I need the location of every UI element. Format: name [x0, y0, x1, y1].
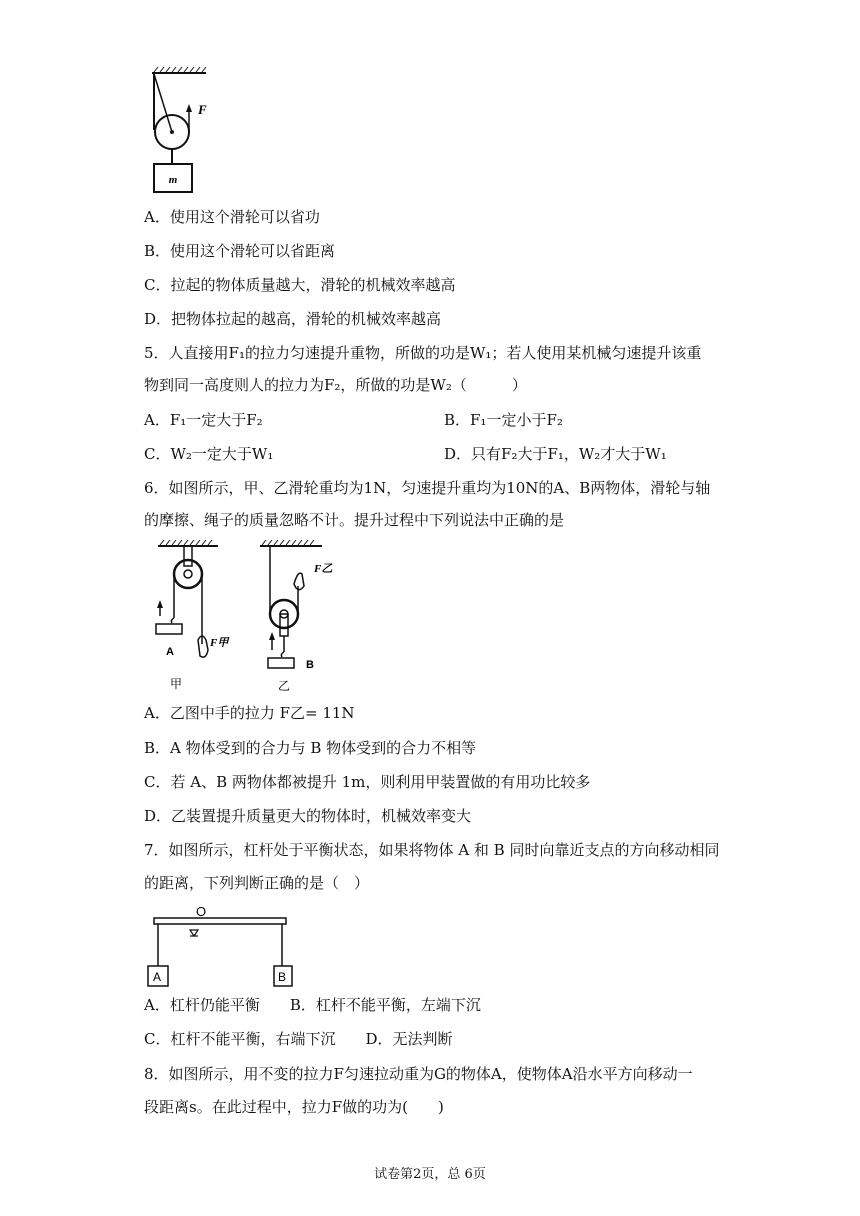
q6-option-c: C．若 A、B 两物体都被提升 1m，则利用甲装置做的有用功比较多 — [144, 773, 591, 791]
pulleys-jia-yi-figure — [150, 540, 340, 700]
page-footer: 试卷第2页，总 6页 — [374, 1167, 486, 1182]
jia-label: 甲 — [170, 677, 183, 691]
force-f-label: F — [198, 102, 207, 117]
q5-option-d: D．只有F₂大于F₁，W₂才大于W₁ — [444, 445, 667, 463]
lever-figure — [144, 902, 298, 988]
q5-option-b: B．F₁一定小于F₂ — [444, 411, 563, 429]
lever-b-label: B — [278, 970, 287, 984]
f-yi-label: F乙 — [314, 563, 333, 575]
q7-options-row2: C．杠杆不能平衡，右端下沉 D．无法判断 — [144, 1030, 453, 1048]
q6-stem-line2: 的摩擦、绳子的质量忽略不计。提升过程中下列说法中正确的是 — [144, 511, 565, 529]
fulcrum-o-label: O — [196, 904, 207, 919]
lever-a-label: A — [153, 970, 162, 984]
fixed-pulley-figure — [140, 66, 220, 196]
q7-stem-line1: 7．如图所示，杠杆处于平衡状态，如果将物体 A 和 B 同时向靠近支点的方向移动相同 — [144, 841, 720, 859]
q4-option-c: C．拉起的物体质量越大，滑轮的机械效率越高 — [144, 276, 456, 294]
q7-options-row1: A．杠杆仍能平衡 B．杠杆不能平衡，左端下沉 — [144, 996, 481, 1014]
q4-option-d: D．把物体拉起的越高，滑轮的机械效率越高 — [144, 310, 442, 328]
q6-option-d: D．乙装置提升质量更大的物体时，机械效率变大 — [144, 807, 472, 825]
q4-option-b: B．使用这个滑轮可以省距离 — [144, 242, 336, 260]
q5-stem-line1: 5．人直接用F₁的拉力匀速提升重物，所做的功是W₁；若人使用某机械匀速提升该重 — [144, 344, 702, 362]
f-jia-label: F甲 — [210, 637, 229, 649]
mass-m-label: m — [168, 174, 178, 186]
q6-stem-line1: 6．如图所示，甲、乙滑轮重均为1N，匀速提升重均为10N的A、B两物体，滑轮与轴 — [144, 479, 711, 497]
q8-stem-line2: 段距离s。在此过程中，拉力F做的功为( ) — [144, 1098, 444, 1116]
q7-stem-line2: 的距离，下列判断正确的是（ ） — [144, 874, 370, 892]
q6-option-b: B．A 物体受到的合力与 B 物体受到的合力不相等 — [144, 739, 477, 757]
yi-label: 乙 — [278, 679, 291, 693]
q8-stem-line1: 8．如图所示，用不变的拉力F匀速拉动重为G的物体A，使物体A沿水平方向移动一 — [144, 1065, 693, 1083]
object-b-label: B — [306, 659, 314, 671]
q5-stem-line2: 物到同一高度则人的拉力为F₂，所做的功是W₂（ ） — [144, 376, 527, 394]
q5-option-c: C．W₂一定大于W₁ — [144, 445, 274, 463]
q4-option-a: A．使用这个滑轮可以省功 — [144, 208, 320, 226]
q5-option-a: A．F₁一定大于F₂ — [144, 411, 263, 429]
q6-option-a: A．乙图中手的拉力 F乙= 11N — [144, 704, 355, 722]
object-a-label: A — [166, 646, 174, 658]
